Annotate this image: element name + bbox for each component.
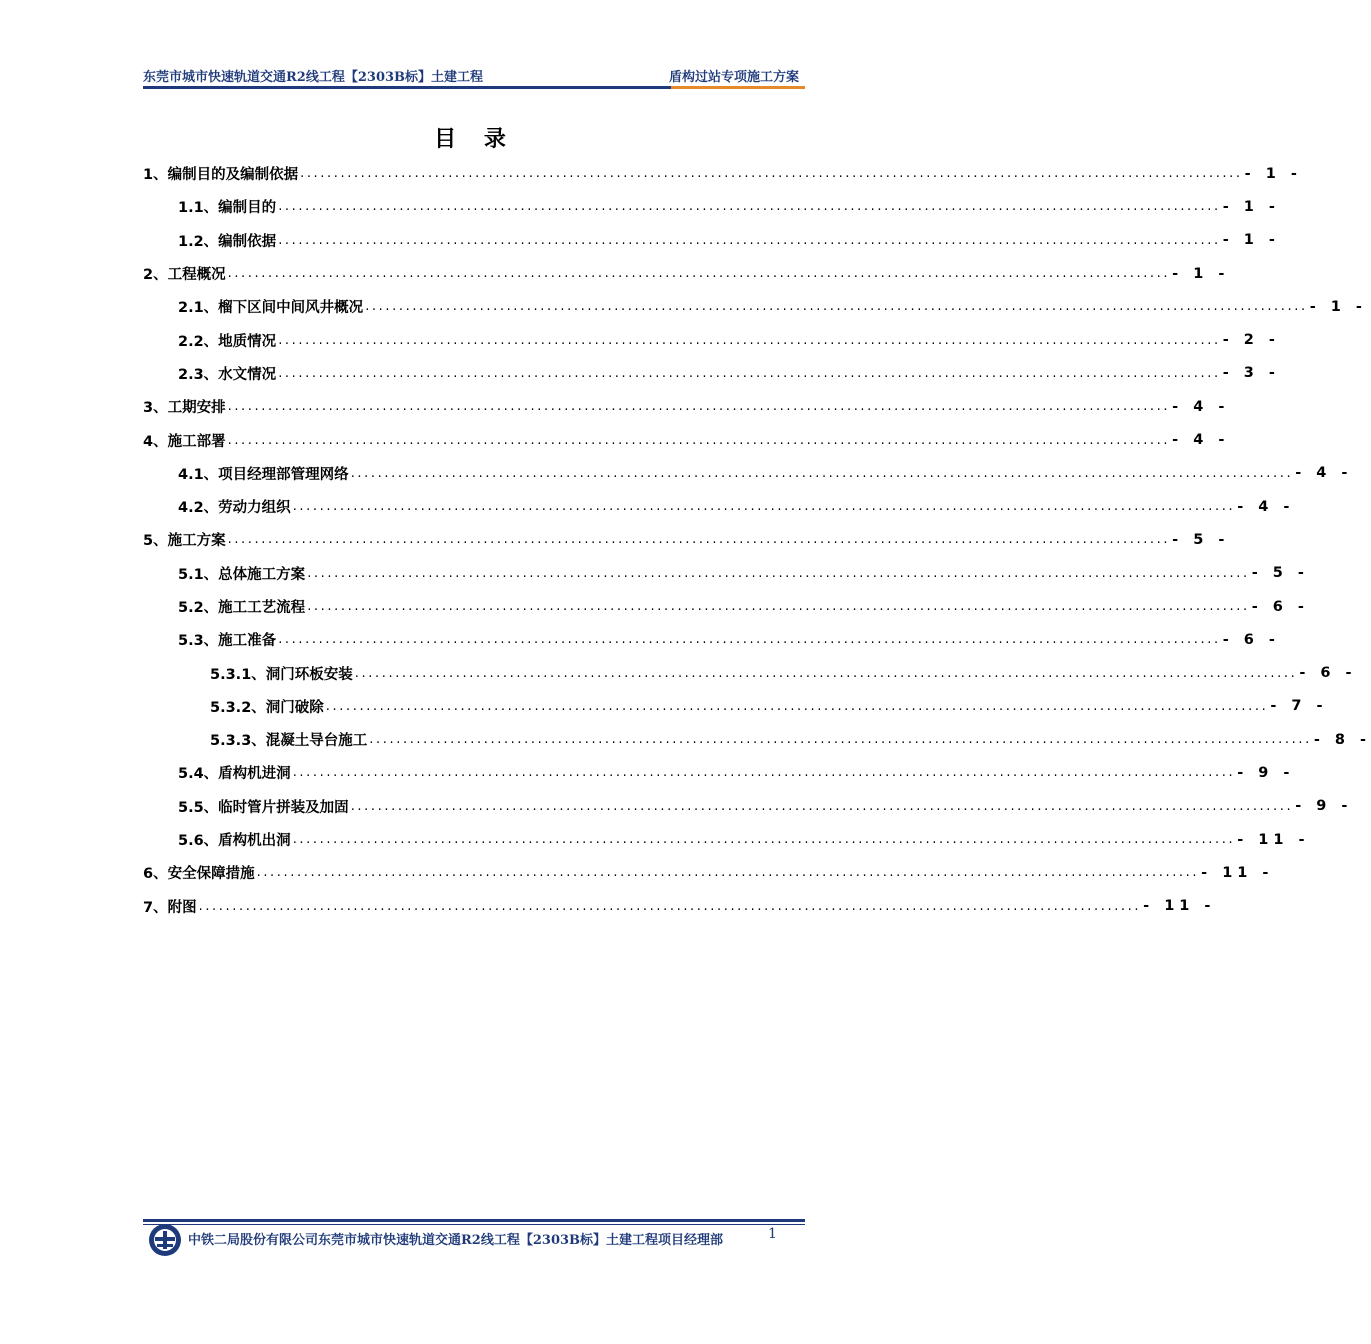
toc-entry-page: - 1 - <box>1309 298 1367 315</box>
toc-entry[interactable] <box>143 224 1280 257</box>
toc-leader-dots: ............................................................................................................................................ <box>278 199 1221 215</box>
toc-entry-page: - 6 - <box>1299 665 1357 682</box>
toc-entry-page: - 11 - <box>1201 864 1274 881</box>
toc-leader-dots: ............................................................................................................................................ <box>365 299 1308 315</box>
footer-company: 中铁二局股份有限公司东莞市城市快速轨道交通R2线工程【2303B标】土建工程项目经理部 <box>188 1233 724 1248</box>
toc-leader-dots: ............................................................................................................................................ <box>227 532 1171 548</box>
toc-entry-label: 5、施工方案 <box>143 533 226 550</box>
toc-entry[interactable] <box>143 490 1295 523</box>
toc-leader-dots: ............................................................................................................................................ <box>325 698 1269 714</box>
toc-entry[interactable] <box>143 590 1309 623</box>
toc-entry-page: - 4 - <box>1172 432 1230 449</box>
toc-entry-label: 6、安全保障措施 <box>143 866 255 883</box>
toc-entry-label: 2.1、榴下区间中间风井概况 <box>178 300 364 317</box>
toc-entry-label: 5.5、临时管片拼装及加固 <box>178 799 349 816</box>
toc-entry[interactable] <box>143 257 1230 290</box>
footer-rule-thick <box>143 1219 805 1222</box>
toc-entry-label: 5.3.2、洞门破除 <box>210 699 324 716</box>
toc-leader-dots: ............................................................................................................................................ <box>300 166 1243 182</box>
toc-entry-label: 5.1、总体施工方案 <box>178 566 306 583</box>
toc-leader-dots: ............................................................................................................................................ <box>256 865 1200 881</box>
toc-entry-label: 2.2、地质情况 <box>178 333 277 350</box>
toc-entry[interactable] <box>143 357 1280 390</box>
toc-entry-label: 5.3.3、混凝土导台施工 <box>210 733 368 750</box>
toc-entry[interactable] <box>143 323 1280 356</box>
page-number: 1 <box>768 1226 777 1242</box>
toc-entry[interactable] <box>143 723 1371 756</box>
toc-entry-page: - 1 - <box>1244 165 1302 182</box>
toc-entry[interactable] <box>143 890 1216 923</box>
toc-entry-page: - 1 - <box>1222 232 1280 249</box>
toc-entry-label: 4、施工部署 <box>143 433 226 450</box>
toc-entry-label: 7、附图 <box>143 899 197 916</box>
toc-entry-label: 1.2、编制依据 <box>178 233 277 250</box>
toc-entry-label: 1.1、编制目的 <box>178 200 277 217</box>
toc-leader-dots: ............................................................................................................................................ <box>278 632 1221 648</box>
header-project-title: 东莞市城市快速轨道交通R2线工程【2303B标】土建工程 <box>143 70 484 85</box>
header-rule-blue <box>143 86 673 89</box>
toc-title: 目 录 <box>434 127 516 152</box>
toc-entry[interactable] <box>143 390 1230 423</box>
toc-entry-label: 5.3.1、洞门环板安装 <box>210 666 353 683</box>
toc-entry[interactable] <box>143 690 1328 723</box>
toc-entry[interactable] <box>143 656 1357 689</box>
toc-leader-dots: ............................................................................................................................................ <box>350 465 1294 481</box>
toc-entry-label: 2.3、水文情况 <box>178 366 277 383</box>
header-document-title: 盾构过站专项施工方案 <box>668 70 799 85</box>
toc-leader-dots: ............................................................................................................................................ <box>278 332 1221 348</box>
toc-leader-dots: ............................................................................................................................................ <box>198 898 1142 914</box>
toc-entry-page: - 11 - <box>1143 898 1216 915</box>
toc-entry-label: 4.1、项目经理部管理网络 <box>178 466 349 483</box>
toc-leader-dots: ............................................................................................................................................ <box>350 798 1294 814</box>
toc-entry-label: 5.2、施工工艺流程 <box>178 600 306 616</box>
toc-entry[interactable] <box>143 190 1280 223</box>
toc-entry-page: - 9 - <box>1237 764 1295 781</box>
toc-entry-page: - 8 - <box>1313 731 1371 748</box>
toc-leader-dots: ............................................................................................................................................ <box>278 232 1221 248</box>
toc-entry-page: - 11 - <box>1237 831 1310 848</box>
page-header <box>143 60 805 90</box>
toc-entry-page: - 9 - <box>1295 798 1353 815</box>
header-rule-orange <box>671 86 805 89</box>
toc-entry-page: - 3 - <box>1222 365 1280 382</box>
toc-entry[interactable] <box>143 623 1280 656</box>
toc-leader-dots: ............................................................................................................................................ <box>307 565 1250 581</box>
toc-entry[interactable] <box>143 157 1302 190</box>
toc-entry-page: - 2 - <box>1222 332 1280 349</box>
toc-entry-label: 3、工期安排 <box>143 400 226 417</box>
toc-entry-label: 5.3、施工准备 <box>178 633 277 650</box>
toc-entry[interactable] <box>143 790 1353 823</box>
toc-entry-label: 1、编制目的及编制依据 <box>143 167 299 184</box>
toc-entry[interactable] <box>143 423 1230 456</box>
toc-entry[interactable] <box>143 523 1230 556</box>
toc-entry-page: - 1 - <box>1222 198 1280 215</box>
toc-leader-dots: ............................................................................................................................................ <box>292 499 1236 515</box>
toc-entry-page: - 5 - <box>1172 531 1230 548</box>
table-of-contents <box>143 157 1371 923</box>
toc-leader-dots: ............................................................................................................................................ <box>227 399 1171 415</box>
toc-leader-dots: ............................................................................................................................................ <box>369 732 1312 748</box>
toc-entry-label: 4.2、劳动力组织 <box>178 500 291 517</box>
toc-entry-page: - 4 - <box>1172 398 1230 415</box>
toc-entry[interactable] <box>143 290 1367 323</box>
toc-leader-dots: ............................................................................................................................................ <box>227 432 1171 448</box>
toc-entry-label: 2、工程概况 <box>143 267 226 284</box>
crec-logo-icon <box>147 1222 183 1258</box>
toc-entry-page: - 6 - <box>1251 598 1309 615</box>
toc-leader-dots: ............................................................................................................................................ <box>227 266 1171 282</box>
toc-entry-page: - 7 - <box>1270 698 1328 715</box>
footer-rule-thin <box>143 1224 805 1225</box>
toc-entry-page: - 6 - <box>1222 631 1280 648</box>
toc-entry-page: - 4 - <box>1237 498 1295 515</box>
toc-leader-dots: ............................................................................................................................................ <box>278 365 1221 381</box>
toc-leader-dots: ............................................................................................................................................ <box>307 599 1250 614</box>
toc-entry[interactable] <box>143 756 1295 789</box>
toc-entry[interactable] <box>143 856 1274 889</box>
toc-entry[interactable] <box>143 457 1353 490</box>
toc-entry-page: - 4 - <box>1295 465 1353 482</box>
toc-entry[interactable] <box>143 823 1310 856</box>
toc-entry-label: 5.4、盾构机进洞 <box>178 766 291 783</box>
toc-leader-dots: ............................................................................................................................................ <box>354 665 1298 681</box>
toc-leader-dots: ............................................................................................................................................ <box>292 832 1236 848</box>
toc-entry[interactable] <box>143 557 1309 590</box>
toc-leader-dots: ............................................................................................................................................ <box>292 765 1236 781</box>
toc-entry-page: - 1 - <box>1172 265 1230 282</box>
toc-entry-page: - 5 - <box>1251 565 1309 582</box>
toc-entry-label: 5.6、盾构机出洞 <box>178 833 291 850</box>
